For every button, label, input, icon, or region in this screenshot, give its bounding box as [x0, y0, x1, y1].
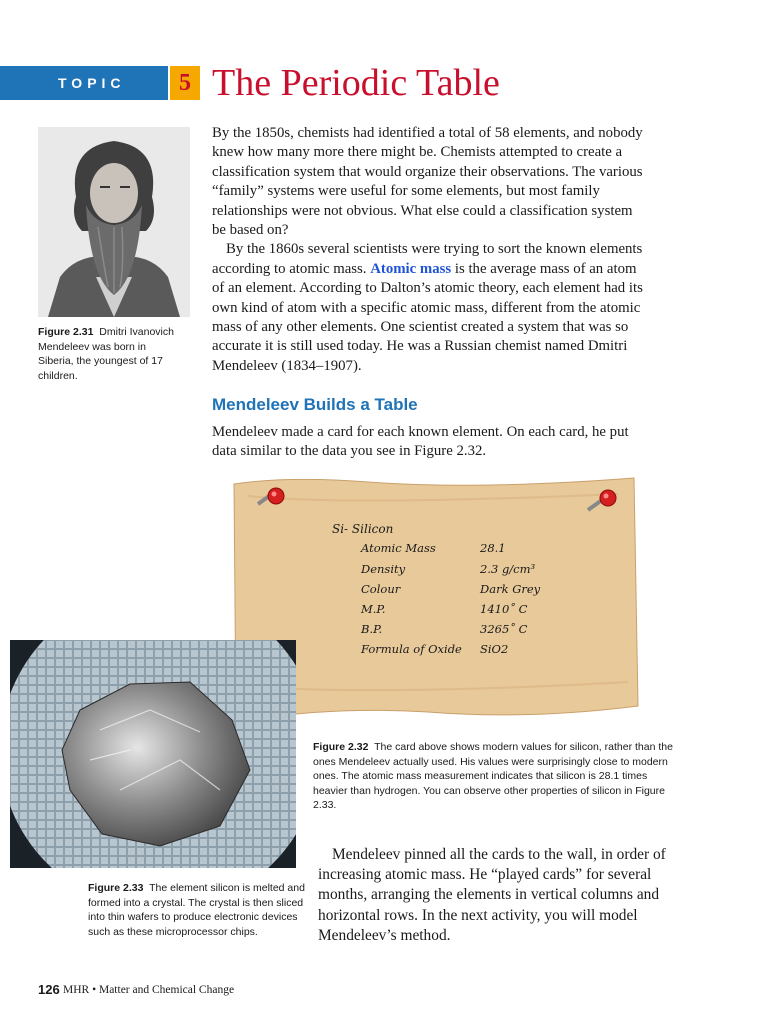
mendeleev-portrait — [38, 127, 190, 317]
paragraph-text: By the 1860s several scientists were trying to sort the known elements according to atomic mass. — [212, 241, 643, 277]
intro-paragraph-1: By the 1850s, chemists had identified a total of 58 elements, and nobody knew how many more there might be. Chemists attempted to create a classification system that would organize their observations. The various “family” systems were useful for some elements, but most family relationships were not obvious. What else could a classification system be based on? — [212, 125, 643, 239]
card-label-boiling-point: B.P. — [361, 622, 383, 636]
caption-text: The element silicon is melted and formed into a crystal. The crystal is then sliced into thin wafers to produce electronic devices such as these microprocessor chips. — [88, 882, 305, 938]
caption-text: The card above shows modern values for silicon, rather than the ones Mendeleev actually used. His values were surprisingly close to modern ones. The atomic mass measurement indicates that silicon is 28.1 times heavier than hydrogen. You can observe other properties of silicon in Figure 2.33. — [313, 741, 673, 811]
silicon-crystal-photo — [10, 640, 296, 868]
figure-2-31-caption — [38, 325, 180, 383]
card-label-colour: Colour — [361, 582, 401, 596]
card-label-density: Density — [361, 562, 406, 576]
card-label-oxide: Formula of Oxide — [361, 642, 462, 656]
card-title: Si- Silicon — [332, 522, 394, 536]
topic-number: 5 — [170, 66, 200, 100]
page-number: 126 — [38, 982, 60, 997]
card-label-atomic-mass: Atomic Mass — [361, 541, 436, 555]
intro-paragraph-2 — [212, 240, 646, 376]
figure-label: Figure 2.33 — [88, 882, 144, 894]
card-label-melting-point: M.P. — [361, 602, 386, 616]
caption-text: Dmitri Ivanovich Mendeleev was born in Siberia, the youngest of 17 children. — [38, 326, 174, 382]
topic-label: TOPIC — [0, 66, 168, 100]
card-value-oxide: SiO2 — [480, 642, 509, 656]
paragraph-text: is the average mass of an atom of an element. According to Dalton’s atomic theory, each element had its own kind of atom with a specific atomic mass, different from the atomic mass of any other elements. One scientist created a system that was so accurate it is still used today. He was a Russian chemist named Dmitri Mendeleev (1834–1907). — [212, 260, 643, 374]
closing-text: Mendeleev pinned all the cards to the wall, in order of increasing atomic mass. He “played cards” for several months, arranging the elements in vertical columns and horizontal rows. In the next activity, you will model Mendeleev’s method. — [318, 846, 666, 944]
closing-paragraph — [318, 845, 670, 946]
card-value-atomic-mass: 28.1 — [480, 541, 506, 555]
card-value-density: 2.3 g/cm³ — [480, 562, 536, 576]
page-title: The Periodic Table — [212, 62, 500, 104]
figure-2-32-caption — [313, 740, 677, 813]
footer-text: MHR • Matter and Chemical Change — [63, 984, 235, 996]
key-term-atomic-mass: Atomic mass — [370, 260, 452, 277]
card-value-boiling-point: 3265˚ C — [480, 622, 528, 636]
card-value-melting-point: 1410˚ C — [480, 602, 528, 616]
section-paragraph: Mendeleev made a card for each known element. On each card, he put data similar to the data you see in Figure 2.32. — [212, 424, 629, 460]
figure-label: Figure 2.32 — [313, 741, 369, 753]
figure-label: Figure 2.31 — [38, 326, 94, 338]
intro-text — [212, 124, 646, 376]
section-heading: Mendeleev Builds a Table — [212, 395, 418, 414]
figure-2-33-caption — [88, 881, 308, 939]
card-value-colour: Dark Grey — [480, 582, 541, 596]
